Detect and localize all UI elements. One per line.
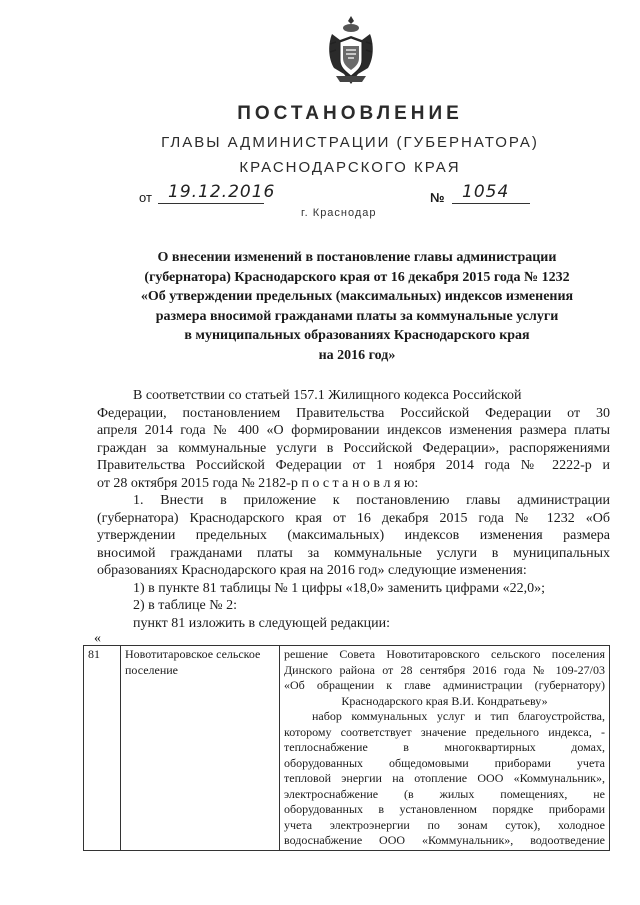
- item-1-line: вносимой гражданами платы за коммунальные услуги в муниципальных: [97, 545, 610, 561]
- basis-line: теплоснабжение в многоквартирных домах,: [284, 740, 605, 754]
- region-heading: КРАСНОДАРСКОГО КРАЯ: [239, 159, 461, 176]
- basis-line: тепловой энергии на отопление ООО «Коммунальник»,: [284, 771, 605, 785]
- city-label: г. Краснодар: [301, 207, 377, 219]
- item-1-line: 1. Внести в приложение к постановлению главы администрации: [133, 493, 610, 508]
- municipality-line: поселение: [125, 662, 179, 677]
- number-underline: [452, 203, 530, 204]
- date-prefix: от: [139, 190, 152, 205]
- title-line: на 2016 год»: [318, 347, 396, 363]
- sub-item-2: 2) в таблице № 2:: [133, 598, 237, 613]
- item-1-line: образованиях Краснодарского края на 2016 год» следующие изменения:: [97, 563, 527, 578]
- basis-line: оборудованных в установленном порядке приборами: [284, 802, 605, 816]
- number-prefix: №: [430, 190, 445, 205]
- sub-item-3: пункт 81 изложить в следующей редакции:: [133, 615, 390, 631]
- title-line: размера вносимой гражданами платы за коммунальные услуги: [155, 308, 559, 324]
- title-line: «Об утверждении предельных (максимальных) индексов изменения: [140, 289, 574, 304]
- basis-cell: [280, 646, 610, 851]
- amendment-table: [83, 645, 610, 851]
- preamble-line: граждан за коммунальные услуги в Российской Федерации», распоряжениями: [97, 440, 610, 456]
- preamble: [97, 387, 610, 492]
- item-1: [97, 492, 610, 632]
- preamble-line: Федерации, постановлением Правительства Российской Федерации от 30: [97, 405, 610, 421]
- preamble-line: В соответствии со статьей 157.1 Жилищного кодекса Российской: [133, 388, 522, 403]
- basis-line: Динского района от 28 сентября 2016 года № 109-27/03: [284, 662, 605, 677]
- sub-item-1: 1) в пункте 81 таблицы № 1 цифры «18,0» заменить цифрами «22,0»;: [133, 580, 545, 596]
- basis-line: учета электроэнергии по зонам суток), холодное: [284, 817, 605, 832]
- basis-line: водоснабжение ООО «Коммунальник», водоотведение: [284, 833, 605, 847]
- title-line: О внесении изменений в постановление главы администрации: [157, 250, 557, 265]
- row-number-cell: 81: [84, 646, 121, 851]
- document-title: [37, 248, 640, 365]
- basis-line: Краснодарского края В.И. Кондратьеву»: [341, 693, 548, 708]
- item-1-line: утверждении предельных (максимальных) индексов изменения размера: [97, 528, 610, 543]
- basis-line: набор коммунальных услуг и тип благоустройства,: [312, 709, 605, 723]
- preamble-line: Правительства Российской Федерации от 1 ноября 2014 года № 2222-р и: [97, 458, 610, 473]
- table-row: [84, 646, 610, 851]
- preamble-line: от 28 октября 2015 года № 2182-р п о с т а н о в л я ю:: [97, 475, 419, 491]
- basis-line: решение Совета Новотитаровского сельского поселения: [284, 647, 605, 661]
- doc-type-heading: ПОСТАНОВЛЕНИЕ: [237, 103, 463, 124]
- item-1-line: (губернатора) Краснодарского края от 16 декабря 2015 года № 1232 «Об: [97, 510, 610, 526]
- open-quote: «: [94, 631, 101, 646]
- basis-line: которому соответствует значение предельного индекса, -: [284, 724, 605, 739]
- coat-of-arms-icon: [326, 14, 376, 88]
- preamble-line: апреля 2014 года № 400 «О формировании индексов изменения размера платы: [97, 423, 610, 438]
- document-date: 19.12.2016: [168, 182, 276, 202]
- municipality-line: Новотитаровское сельское: [125, 647, 261, 661]
- issuer-heading: ГЛАВЫ АДМИНИСТРАЦИИ (ГУБЕРНАТОРА): [161, 134, 539, 151]
- basis-line: «Об обращении к главе администрации (губернатору): [284, 678, 605, 692]
- date-underline: [158, 203, 264, 204]
- title-line: (губернатора) Краснодарского края от 16 декабря 2015 года № 1232: [144, 269, 570, 285]
- basis-line: оборудованных общедомовыми приборами учета: [284, 755, 605, 770]
- municipality-cell: [121, 646, 280, 851]
- document-number: 1054: [462, 182, 510, 202]
- title-line: в муниципальных образованиях Краснодарского края: [184, 328, 530, 343]
- basis-line: электроснабжение (в жилых помещениях, не: [284, 786, 605, 801]
